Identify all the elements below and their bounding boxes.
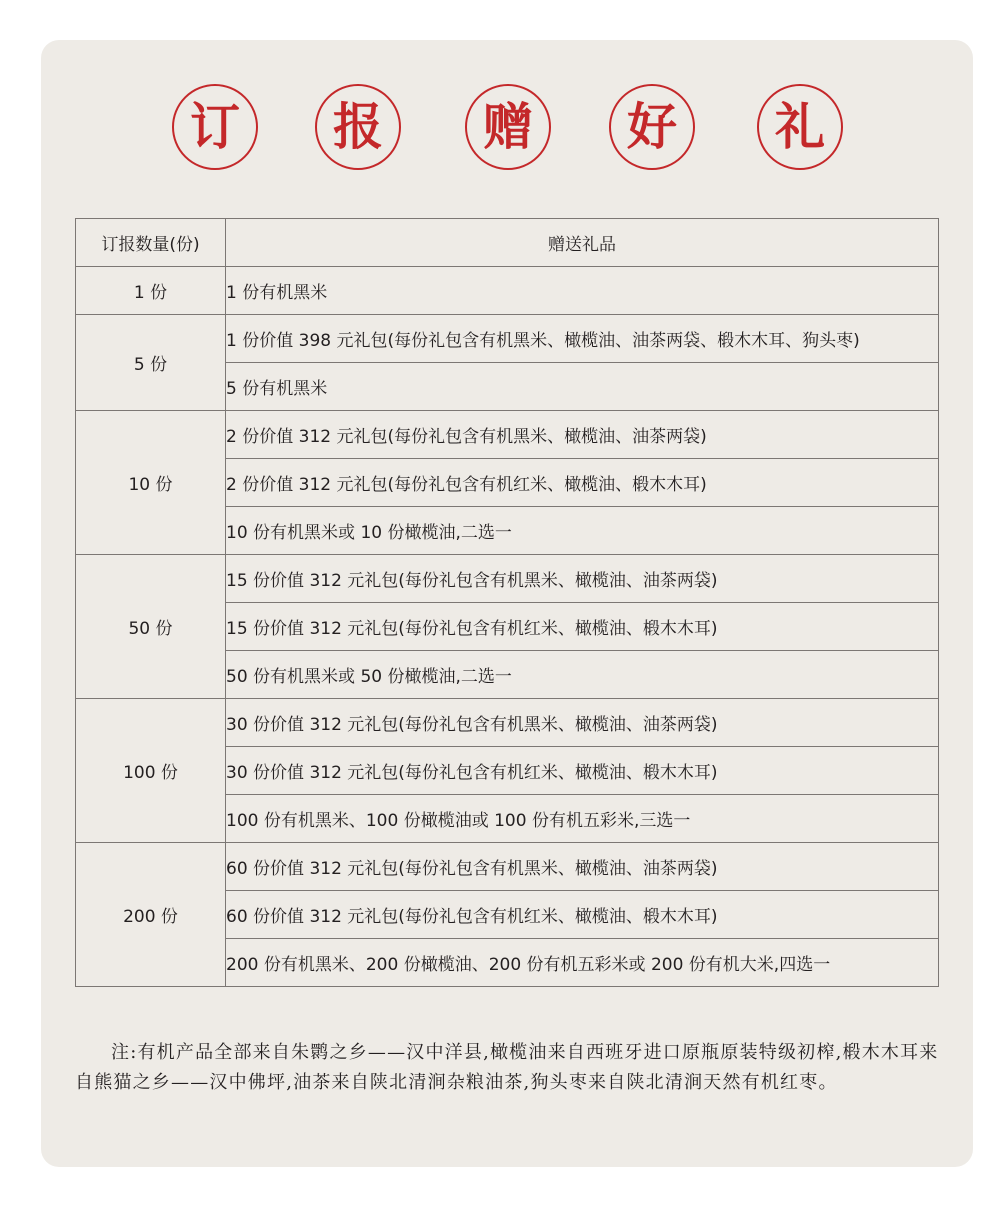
quantity-cell: 10 份 [76,411,226,555]
table-row [76,267,939,315]
quantity-cell: 1 份 [76,267,226,315]
gift-cell: 60 份价值 312 元礼包(每份礼包含有机黑米、橄榄油、油茶两袋) [226,843,939,891]
gift-cell: 2 份价值 312 元礼包(每份礼包含有机黑米、橄榄油、油茶两袋) [226,411,939,459]
gift-cell: 50 份有机黑米或 50 份橄榄油,二选一 [226,651,939,699]
quantity-cell: 200 份 [76,843,226,987]
title-seal-5: 礼 [757,84,843,170]
gift-cell: 15 份价值 312 元礼包(每份礼包含有机黑米、橄榄油、油茶两袋) [226,555,939,603]
gift-cell: 2 份价值 312 元礼包(每份礼包含有机红米、橄榄油、椴木木耳) [226,459,939,507]
table-row [76,411,939,459]
gift-cell: 60 份价值 312 元礼包(每份礼包含有机红米、橄榄油、椴木木耳) [226,891,939,939]
gift-cell: 15 份价值 312 元礼包(每份礼包含有机红米、橄榄油、椴木木耳) [226,603,939,651]
gift-cell: 100 份有机黑米、100 份橄榄油或 100 份有机五彩米,三选一 [226,795,939,843]
quantity-cell: 50 份 [76,555,226,699]
footnote: 注:有机产品全部来自朱鹮之乡——汉中洋县,橄榄油来自西班牙进口原瓶原装特级初榨,椴木木耳来自熊猫之乡——汉中佛坪,油茶来自陕北清涧杂粮油茶,狗头枣来自陕北清涧天然有机红枣。 [75,1042,939,1093]
quantity-cell: 100 份 [76,699,226,843]
title-seal-1: 订 [172,84,258,170]
gift-cell: 30 份价值 312 元礼包(每份礼包含有机红米、橄榄油、椴木木耳) [226,747,939,795]
title-seal-3: 赠 [465,84,551,170]
title-seal-2: 报 [315,84,401,170]
header-gifts: 赠送礼品 [226,219,939,267]
gift-cell: 1 份价值 398 元礼包(每份礼包含有机黑米、橄榄油、油茶两袋、椴木木耳、狗头枣) [226,315,939,363]
table-row [76,315,939,363]
table-row [76,555,939,603]
gift-table [75,218,939,987]
gift-cell: 30 份价值 312 元礼包(每份礼包含有机黑米、橄榄油、油茶两袋) [226,699,939,747]
quantity-cell: 5 份 [76,315,226,411]
gift-cell: 10 份有机黑米或 10 份橄榄油,二选一 [226,507,939,555]
table-row [76,699,939,747]
title-seal-4: 好 [609,84,695,170]
gift-cell: 1 份有机黑米 [226,267,939,315]
table-row [76,843,939,891]
gift-cell: 200 份有机黑米、200 份橄榄油、200 份有机五彩米或 200 份有机大米,四选一 [226,939,939,987]
title-banner [0,0,1000,200]
header-quantity: 订报数量(份) [76,219,226,267]
table-header-row [76,219,939,267]
gift-cell: 5 份有机黑米 [226,363,939,411]
